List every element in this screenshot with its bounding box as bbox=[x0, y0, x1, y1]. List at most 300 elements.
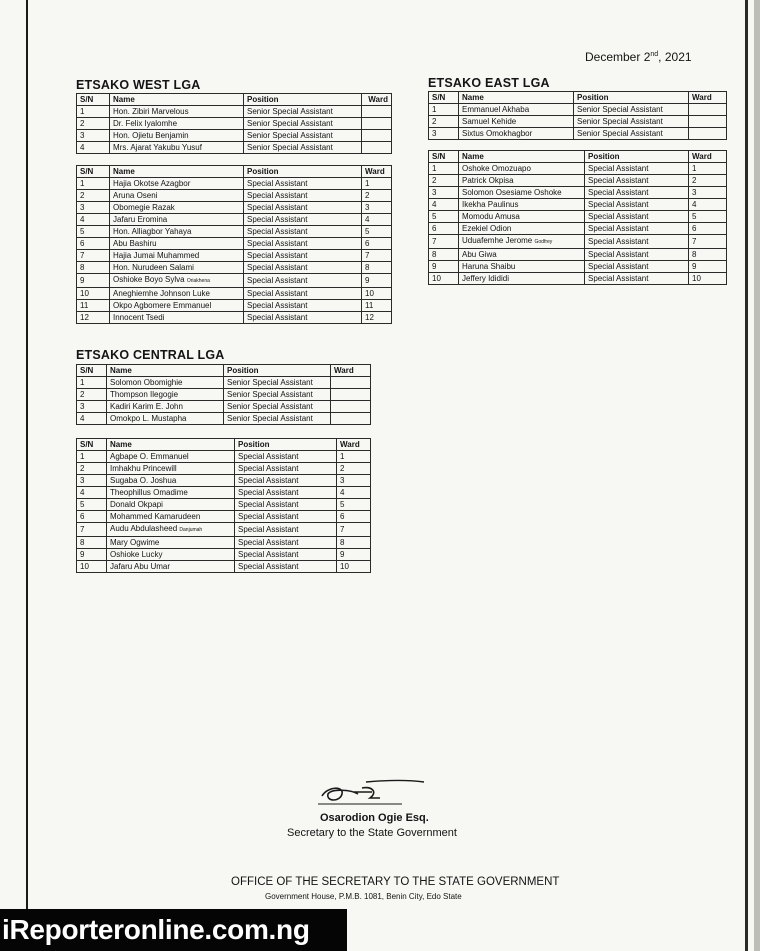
cell-name bbox=[107, 377, 224, 389]
cell-sn bbox=[429, 211, 459, 223]
table-row bbox=[77, 142, 392, 154]
cell-name-text: Imhakhu Princewill bbox=[110, 464, 177, 473]
cell-name-text: Obomegie Razak bbox=[113, 203, 175, 212]
cell-ward bbox=[689, 261, 727, 273]
cell-sn bbox=[77, 262, 110, 274]
cell-ward bbox=[337, 511, 371, 523]
cell-position-text: Special Assistant bbox=[588, 164, 649, 173]
cell-sn bbox=[429, 104, 459, 116]
table-row bbox=[77, 130, 392, 142]
cell-sn-text: 1 bbox=[80, 378, 85, 387]
cell-name-text: Abu Bashiru bbox=[113, 239, 157, 248]
cell-name bbox=[110, 202, 244, 214]
cell-name-text: Mrs. Ajarat Yakubu Yusuf bbox=[113, 143, 202, 152]
cell-sn bbox=[77, 389, 107, 401]
cell-sn bbox=[429, 187, 459, 199]
cell-position bbox=[585, 211, 689, 223]
cell-name bbox=[110, 106, 244, 118]
cell-sn bbox=[77, 238, 110, 250]
cell-name-text: Abu Giwa bbox=[462, 250, 497, 259]
east-senior-table bbox=[428, 91, 727, 140]
col-position: Position bbox=[244, 166, 362, 178]
table-row bbox=[429, 187, 727, 199]
table-row bbox=[429, 175, 727, 187]
cell-name bbox=[459, 223, 585, 235]
cell-ward bbox=[689, 116, 727, 128]
page-left-edge bbox=[26, 0, 28, 951]
cell-position bbox=[244, 250, 362, 262]
cell-name-text: Emmanuel Akhaba bbox=[462, 105, 530, 114]
table-row bbox=[429, 249, 727, 261]
cell-sn-text: 4 bbox=[80, 488, 85, 497]
cell-position bbox=[585, 273, 689, 285]
cell-sn-text: 8 bbox=[80, 263, 85, 272]
cell-name bbox=[110, 118, 244, 130]
cell-position-text: Special Assistant bbox=[588, 237, 649, 246]
table-header-row bbox=[429, 151, 727, 163]
cell-name bbox=[110, 250, 244, 262]
col-name: Name bbox=[107, 365, 224, 377]
cell-name bbox=[107, 561, 235, 573]
cell-sn-text: 1 bbox=[432, 105, 437, 114]
cell-ward bbox=[689, 104, 727, 116]
cell-position bbox=[224, 377, 331, 389]
table-row bbox=[77, 451, 371, 463]
col-position: Position bbox=[585, 151, 689, 163]
cell-position bbox=[585, 175, 689, 187]
cell-name-text: Innocent Tsedi bbox=[113, 313, 165, 322]
cell-position-text: Special Assistant bbox=[588, 262, 649, 271]
cell-ward-text: 2 bbox=[692, 176, 697, 185]
table-row bbox=[429, 211, 727, 223]
cell-position-text: Special Assistant bbox=[238, 488, 299, 497]
col-name: Name bbox=[110, 166, 244, 178]
cell-position-text: Special Assistant bbox=[247, 215, 308, 224]
cell-position-text: Special Assistant bbox=[247, 289, 308, 298]
col-sn: S/N bbox=[429, 151, 459, 163]
table-row bbox=[429, 104, 727, 116]
col-ward: Ward bbox=[689, 151, 727, 163]
cell-ward-text: 9 bbox=[340, 550, 345, 559]
cell-name-text: Oshoke Omozuapo bbox=[462, 164, 531, 173]
cell-position bbox=[244, 106, 362, 118]
cell-position-text: Special Assistant bbox=[588, 224, 649, 233]
cell-sn bbox=[77, 561, 107, 573]
cell-sn-text: 1 bbox=[80, 452, 85, 461]
cell-sn-text: 10 bbox=[432, 274, 441, 283]
cell-sn bbox=[429, 116, 459, 128]
cell-name bbox=[107, 389, 224, 401]
cell-name bbox=[459, 249, 585, 261]
col-position: Position bbox=[244, 94, 362, 106]
cell-sn bbox=[429, 199, 459, 211]
cell-sn-text: 2 bbox=[432, 176, 437, 185]
cell-ward bbox=[331, 389, 371, 401]
cell-name bbox=[110, 262, 244, 274]
cell-name-text: Uduafemhe Jerome bbox=[462, 236, 533, 245]
cell-sn-text: 1 bbox=[432, 164, 437, 173]
table-row bbox=[77, 389, 371, 401]
cell-sn-text: 8 bbox=[432, 250, 437, 259]
cell-position-text: Special Assistant bbox=[238, 525, 299, 534]
cell-ward bbox=[689, 211, 727, 223]
cell-ward bbox=[362, 118, 392, 130]
cell-sn bbox=[77, 226, 110, 238]
cell-sn-text: 9 bbox=[80, 550, 85, 559]
site-watermark: iReporteronline.com.ng bbox=[0, 909, 347, 951]
table-row bbox=[77, 262, 392, 274]
cell-ward-text: 6 bbox=[365, 239, 370, 248]
cell-name bbox=[110, 130, 244, 142]
cell-ward bbox=[331, 401, 371, 413]
cell-sn bbox=[429, 128, 459, 140]
office-title: OFFICE OF THE SECRETARY TO THE STATE GOVERNMENT bbox=[231, 876, 560, 888]
cell-ward-text: 5 bbox=[692, 212, 697, 221]
cell-sn-text: 9 bbox=[80, 276, 85, 285]
cell-name bbox=[459, 104, 574, 116]
table-row bbox=[77, 106, 392, 118]
cell-name-text: Jafaru Abu Umar bbox=[110, 562, 171, 571]
cell-ward bbox=[689, 128, 727, 140]
cell-sn bbox=[77, 451, 107, 463]
cell-position bbox=[235, 463, 337, 475]
cell-sn-text: 7 bbox=[80, 525, 85, 534]
cell-position bbox=[585, 249, 689, 261]
table-row bbox=[77, 190, 392, 202]
cell-position bbox=[585, 223, 689, 235]
cell-name-text: Hajia Jumai Muhammed bbox=[113, 251, 200, 260]
cell-ward-text: 1 bbox=[692, 164, 697, 173]
cell-ward-text: 10 bbox=[365, 289, 374, 298]
cell-position bbox=[235, 475, 337, 487]
cell-ward-text: 1 bbox=[340, 452, 345, 461]
table-row bbox=[77, 561, 371, 573]
cell-ward bbox=[362, 312, 392, 324]
cell-ward bbox=[331, 413, 371, 425]
cell-name-text: Donald Okpapi bbox=[110, 500, 163, 509]
cell-sn bbox=[429, 273, 459, 285]
cell-name bbox=[110, 288, 244, 300]
cell-ward-text: 3 bbox=[692, 188, 697, 197]
table-row bbox=[77, 463, 371, 475]
cell-name-text: Haruna Shaibu bbox=[462, 262, 516, 271]
cell-position bbox=[224, 401, 331, 413]
cell-position-text: Special Assistant bbox=[588, 250, 649, 259]
cell-name-text: Dr. Felix Iyalomhe bbox=[113, 119, 178, 128]
cell-name bbox=[110, 312, 244, 324]
cell-sn bbox=[77, 202, 110, 214]
page-margin bbox=[754, 0, 760, 951]
col-ward: Ward bbox=[337, 439, 371, 451]
cell-position bbox=[585, 163, 689, 175]
cell-name-text: Kadiri Karim E. John bbox=[110, 402, 183, 411]
cell-position-text: Special Assistant bbox=[238, 562, 299, 571]
cell-sn bbox=[77, 499, 107, 511]
cell-position-text: Special Assistant bbox=[247, 239, 308, 248]
cell-sn bbox=[77, 288, 110, 300]
cell-position bbox=[244, 238, 362, 250]
cell-ward bbox=[337, 499, 371, 511]
cell-name bbox=[110, 178, 244, 190]
cell-name-text: Patrick Okpisa bbox=[462, 176, 514, 185]
cell-position bbox=[244, 178, 362, 190]
cell-sn-text: 4 bbox=[80, 143, 85, 152]
cell-sn-text: 5 bbox=[80, 500, 85, 509]
table-row bbox=[77, 401, 371, 413]
cell-name bbox=[459, 261, 585, 273]
table-row bbox=[77, 250, 392, 262]
table-row bbox=[429, 223, 727, 235]
cell-ward-text: 7 bbox=[692, 237, 697, 246]
cell-sn-text: 5 bbox=[80, 227, 85, 236]
cell-sn bbox=[77, 142, 110, 154]
cell-sn-text: 10 bbox=[80, 562, 89, 571]
cell-position bbox=[244, 288, 362, 300]
table-row bbox=[77, 499, 371, 511]
cell-sn-text: 3 bbox=[80, 402, 85, 411]
central-special-table bbox=[76, 438, 371, 573]
cell-sn bbox=[77, 401, 107, 413]
cell-sn bbox=[429, 235, 459, 249]
cell-name-text: Hon. Nurudeen Salami bbox=[113, 263, 194, 272]
west-heading: ETSAKO WEST LGA bbox=[76, 78, 201, 92]
cell-name bbox=[110, 190, 244, 202]
cell-ward-text: 10 bbox=[340, 562, 349, 571]
cell-name bbox=[107, 537, 235, 549]
table-row bbox=[77, 549, 371, 561]
cell-position bbox=[235, 487, 337, 499]
cell-position-text: Special Assistant bbox=[238, 500, 299, 509]
cell-ward bbox=[337, 537, 371, 549]
cell-sn bbox=[429, 163, 459, 175]
cell-position bbox=[224, 413, 331, 425]
cell-ward-text: 6 bbox=[692, 224, 697, 233]
cell-name bbox=[107, 487, 235, 499]
cell-sn bbox=[429, 261, 459, 273]
cell-sn bbox=[77, 487, 107, 499]
cell-position-text: Special Assistant bbox=[247, 276, 308, 285]
cell-sn bbox=[77, 178, 110, 190]
cell-name-text: Omokpo L. Mustapha bbox=[110, 414, 187, 423]
cell-ward-text: 4 bbox=[340, 488, 345, 497]
cell-position-text: Special Assistant bbox=[588, 274, 649, 283]
cell-sn-text: 3 bbox=[80, 476, 85, 485]
cell-ward bbox=[362, 238, 392, 250]
cell-position-text: Special Assistant bbox=[238, 550, 299, 559]
cell-name bbox=[110, 142, 244, 154]
col-position: Position bbox=[224, 365, 331, 377]
col-sn: S/N bbox=[77, 365, 107, 377]
cell-sn bbox=[77, 106, 110, 118]
cell-name bbox=[107, 401, 224, 413]
cell-position-text: Senior Special Assistant bbox=[577, 117, 663, 126]
cell-name bbox=[459, 273, 585, 285]
cell-name bbox=[110, 274, 244, 288]
cell-name-text: Sixtus Omokhagbor bbox=[462, 129, 533, 138]
cell-sn-text: 5 bbox=[432, 212, 437, 221]
table-row bbox=[429, 235, 727, 249]
cell-ward bbox=[362, 142, 392, 154]
page-right-edge bbox=[745, 0, 748, 951]
cell-name-text: Ezekiel Odion bbox=[462, 224, 512, 233]
name-suffix-small: Godfrey bbox=[534, 239, 553, 245]
cell-ward bbox=[337, 463, 371, 475]
cell-position-text: Senior Special Assistant bbox=[577, 105, 663, 114]
cell-position bbox=[244, 274, 362, 288]
cell-ward bbox=[689, 175, 727, 187]
cell-position-text: Special Assistant bbox=[247, 263, 308, 272]
cell-name-text: Sugaba O. Joshua bbox=[110, 476, 177, 485]
cell-name-text: Momodu Amusa bbox=[462, 212, 520, 221]
col-ward: Ward bbox=[362, 166, 392, 178]
cell-sn bbox=[77, 312, 110, 324]
cell-name-text: Aneghiemhe Johnson Luke bbox=[113, 289, 210, 298]
cell-name-text: Audu Abdulasheed bbox=[110, 524, 178, 533]
west-special-table bbox=[76, 165, 392, 324]
table-header-row bbox=[77, 439, 371, 451]
cell-ward bbox=[362, 288, 392, 300]
cell-name bbox=[110, 238, 244, 250]
cell-position bbox=[574, 104, 689, 116]
cell-position bbox=[585, 235, 689, 249]
cell-sn-text: 8 bbox=[80, 538, 85, 547]
col-name: Name bbox=[110, 94, 244, 106]
handwritten-signature bbox=[318, 772, 428, 810]
table-row bbox=[77, 475, 371, 487]
cell-position bbox=[244, 190, 362, 202]
cell-name-text: Thompson Ilegogie bbox=[110, 390, 179, 399]
cell-position-text: Special Assistant bbox=[588, 188, 649, 197]
cell-name-text: Oshioke Lucky bbox=[110, 550, 163, 559]
cell-sn-text: 2 bbox=[80, 119, 85, 128]
table-row bbox=[77, 214, 392, 226]
cell-position bbox=[235, 537, 337, 549]
cell-ward-text: 10 bbox=[692, 274, 701, 283]
cell-sn-text: 9 bbox=[432, 262, 437, 271]
table-header-row bbox=[77, 365, 371, 377]
cell-ward-text: 3 bbox=[340, 476, 345, 485]
cell-position bbox=[235, 511, 337, 523]
cell-position bbox=[235, 549, 337, 561]
col-name: Name bbox=[459, 92, 574, 104]
cell-position bbox=[585, 199, 689, 211]
cell-sn-text: 7 bbox=[432, 237, 437, 246]
cell-sn bbox=[77, 190, 110, 202]
cell-ward-text: 12 bbox=[365, 313, 374, 322]
cell-position bbox=[244, 262, 362, 274]
table-row bbox=[77, 537, 371, 549]
table-row bbox=[77, 487, 371, 499]
cell-sn-text: 3 bbox=[432, 188, 437, 197]
table-row bbox=[77, 178, 392, 190]
cell-ward bbox=[337, 523, 371, 537]
cell-position bbox=[235, 523, 337, 537]
cell-name bbox=[107, 475, 235, 487]
cell-name-text: Okpo Agbomere Emmanuel bbox=[113, 301, 212, 310]
cell-sn-text: 12 bbox=[80, 313, 89, 322]
cell-ward bbox=[337, 549, 371, 561]
table-row bbox=[77, 226, 392, 238]
cell-position-text: Senior Special Assistant bbox=[227, 390, 313, 399]
cell-sn-text: 6 bbox=[80, 239, 85, 248]
cell-sn-text: 2 bbox=[432, 117, 437, 126]
cell-sn-text: 7 bbox=[80, 251, 85, 260]
cell-sn-text: 3 bbox=[432, 129, 437, 138]
cell-ward bbox=[362, 130, 392, 142]
cell-sn bbox=[77, 214, 110, 226]
cell-ward-text: 8 bbox=[365, 263, 370, 272]
cell-ward-text: 9 bbox=[365, 276, 370, 285]
cell-name-text: Hon. Ojietu Benjamin bbox=[113, 131, 189, 140]
cell-ward bbox=[331, 377, 371, 389]
cell-sn bbox=[77, 377, 107, 389]
cell-sn bbox=[77, 413, 107, 425]
cell-position-text: Special Assistant bbox=[247, 179, 308, 188]
col-ward: Ward bbox=[331, 365, 371, 377]
cell-position bbox=[585, 187, 689, 199]
cell-name bbox=[107, 413, 224, 425]
cell-sn-text: 2 bbox=[80, 464, 85, 473]
cell-sn-text: 2 bbox=[80, 390, 85, 399]
cell-position bbox=[244, 214, 362, 226]
cell-position bbox=[585, 261, 689, 273]
office-address: Government House, P.M.B. 1081, Benin City, Edo State bbox=[265, 892, 462, 901]
cell-position bbox=[244, 226, 362, 238]
col-sn: S/N bbox=[77, 439, 107, 451]
signatory-role: Secretary to the State Government bbox=[287, 827, 457, 839]
cell-position-text: Special Assistant bbox=[238, 512, 299, 521]
cell-ward-text: 5 bbox=[340, 500, 345, 509]
cell-name-text: Theophillus Omadime bbox=[110, 488, 188, 497]
col-position: Position bbox=[574, 92, 689, 104]
cell-name bbox=[107, 523, 235, 537]
table-row bbox=[77, 377, 371, 389]
cell-sn bbox=[77, 475, 107, 487]
cell-name bbox=[107, 463, 235, 475]
cell-ward-text: 8 bbox=[340, 538, 345, 547]
cell-name-text: Solomon Osesiame Oshoke bbox=[462, 188, 562, 197]
cell-sn-text: 4 bbox=[80, 215, 85, 224]
cell-ward bbox=[362, 106, 392, 118]
cell-name bbox=[459, 128, 574, 140]
cell-name bbox=[110, 214, 244, 226]
cell-ward bbox=[337, 475, 371, 487]
cell-name bbox=[107, 511, 235, 523]
cell-position-text: Special Assistant bbox=[238, 538, 299, 547]
table-row bbox=[77, 238, 392, 250]
cell-name-text: Jafaru Eromina bbox=[113, 215, 168, 224]
cell-ward bbox=[362, 300, 392, 312]
west-senior-table bbox=[76, 93, 392, 154]
cell-position bbox=[224, 389, 331, 401]
cell-ward bbox=[362, 178, 392, 190]
cell-ward-text: 6 bbox=[340, 512, 345, 521]
cell-name bbox=[459, 175, 585, 187]
cell-name-text: Aruna Oseni bbox=[113, 191, 158, 200]
cell-sn bbox=[77, 300, 110, 312]
cell-position-text: Special Assistant bbox=[588, 176, 649, 185]
cell-position bbox=[244, 118, 362, 130]
cell-name bbox=[459, 199, 585, 211]
cell-sn bbox=[429, 175, 459, 187]
cell-sn-text: 2 bbox=[80, 191, 85, 200]
cell-ward bbox=[362, 190, 392, 202]
cell-sn-text: 4 bbox=[432, 200, 437, 209]
cell-sn-text: 1 bbox=[80, 179, 85, 188]
letter-date: December 2nd, 2021 bbox=[585, 50, 692, 64]
cell-name-text: Jeffery Idididi bbox=[462, 274, 509, 283]
cell-position-text: Special Assistant bbox=[247, 313, 308, 322]
